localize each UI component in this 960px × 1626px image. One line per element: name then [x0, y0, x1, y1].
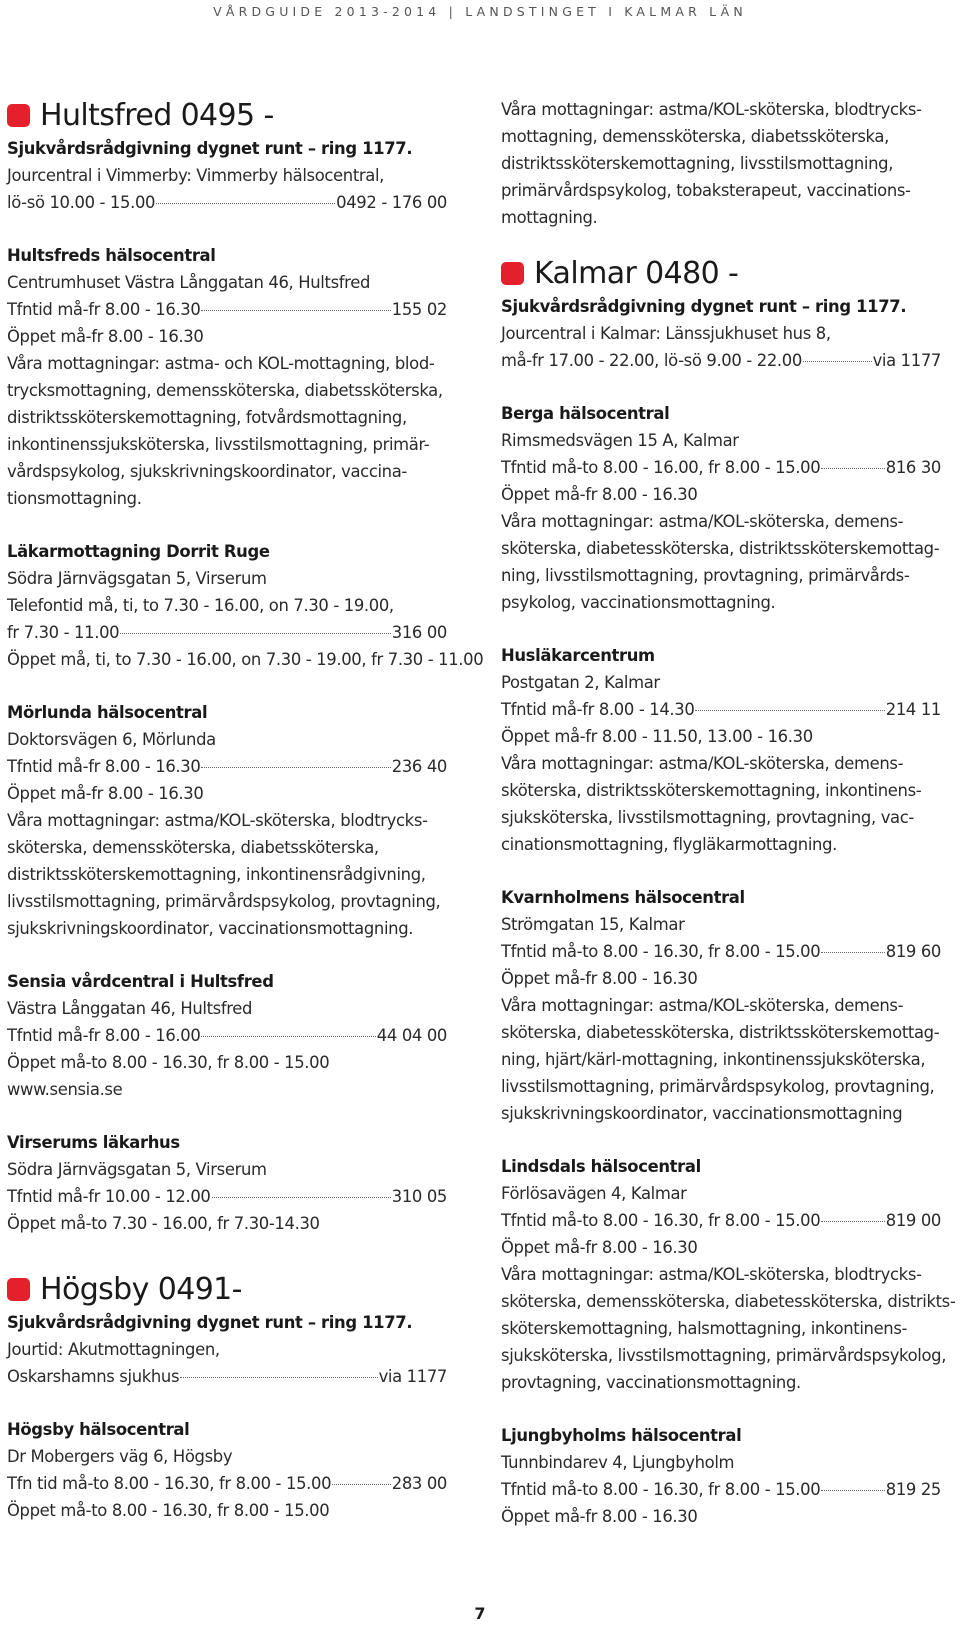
description-line: mottagning.: [501, 208, 598, 227]
phone-number: 236 40: [391, 757, 447, 776]
advice-line: Sjukvårdsrådgivning dygnet runt – ring 1177.: [501, 297, 907, 316]
description-line: sköterskemottagning, halsmottagning, inkontinens-: [501, 1319, 908, 1338]
clinic-address: Tunnbindarev 4, Ljungbyholm: [501, 1453, 735, 1472]
description-line: distriktssköterskemottagning, livsstilsmottagning,: [501, 154, 894, 173]
description-line: livsstilsmottagning, primärvårdspsykolog, provtagning,: [501, 1077, 935, 1096]
phone-number: 0492 - 176 00: [336, 193, 447, 212]
phone-label: Tfntid må-fr 8.00 - 16.30: [7, 757, 201, 776]
phone-label: Tfntid må-fr 8.00 - 16.30: [7, 300, 201, 319]
clinic-address: Västra Långgatan 46, Hultsfred: [7, 999, 253, 1018]
description-line: primärvårdspsykolog, tobaksterapeut, vaccinations-: [501, 181, 911, 200]
clinic-address: Södra Järnvägsgatan 5, Virserum: [7, 1160, 267, 1179]
description-line: Våra mottagningar: astma/KOL-sköterska, demens-: [501, 754, 904, 773]
dot-leader: [156, 203, 335, 204]
phone-row: [501, 347, 941, 374]
clinic-address: Postgatan 2, Kalmar: [501, 673, 660, 692]
description-line: ning, livsstilsmottagning, provtagning, primärvårds-: [501, 566, 910, 585]
description-line: provtagning, vaccinationsmottagning.: [501, 1373, 801, 1392]
opening-hours: Öppet må-fr 8.00 - 16.30: [7, 784, 204, 803]
red-square-icon: [7, 104, 30, 127]
clinic-name: Ljungbyholms hälsocentral: [501, 1426, 742, 1445]
description-line: sjukskrivningskoordinator, vaccinationsmottagning: [501, 1104, 903, 1123]
phone-label: fr 7.30 - 11.00: [7, 623, 120, 642]
description-line: distriktssköterskemottagning, inkontinensrådgivning,: [7, 865, 426, 884]
description-line: distriktssköterskemottagning, fotvårdsmottagning,: [7, 408, 407, 427]
clinic-address: Dr Mobergers väg 6, Högsby: [7, 1447, 233, 1466]
description-line: Våra mottagningar: astma- och KOL-mottagning, blod-: [7, 354, 435, 373]
red-square-icon: [7, 1278, 30, 1301]
phone-number: via 1177: [378, 1367, 447, 1386]
region-heading-hultsfred: [7, 95, 447, 135]
text-line: Telefontid må, ti, to 7.30 - 16.00, on 7.30 - 19.00,: [7, 596, 394, 615]
description-line: sköterska, diabetessköterska, distriktssköterskemottag-: [501, 1023, 940, 1042]
phone-row: [501, 1207, 941, 1234]
phone-row: [7, 1022, 447, 1049]
clinic-name: Kvarnholmens hälsocentral: [501, 888, 745, 907]
phone-number: 816 30: [885, 458, 941, 477]
clinic-address: Strömgatan 15, Kalmar: [501, 915, 685, 934]
clinic-name: Mörlunda hälsocentral: [7, 703, 208, 722]
phone-number: 310 05: [391, 1187, 447, 1206]
description-line: trycksmottagning, demenssköterska, diabetssköterska,: [7, 381, 443, 400]
dot-leader: [201, 310, 390, 311]
description-line: sköterska, distriktssköterskemottagning, inkontinens-: [501, 781, 922, 800]
clinic-name: Berga hälsocentral: [501, 404, 670, 423]
red-square-icon: [501, 262, 524, 285]
phone-row: [501, 696, 941, 723]
phone-label: Tfntid må-to 8.00 - 16.30, fr 8.00 - 15.00: [501, 1480, 821, 1499]
description-line: ning, hjärt/kärl-mottagning, inkontinenssjuksköterska,: [501, 1050, 926, 1069]
description-line: sjuksköterska, livsstilsmottagning, primärvårdspsykolog,: [501, 1346, 947, 1365]
text-line: Jourcentral i Vimmerby: Vimmerby hälsocentral,: [7, 166, 385, 185]
region-title: Högsby 0491-: [40, 1271, 242, 1307]
dot-leader: [120, 633, 391, 634]
clinic-name: Virserums läkarhus: [7, 1133, 180, 1152]
opening-hours: Öppet må-fr 8.00 - 16.30: [501, 1238, 698, 1257]
description-line: tionsmottagning.: [7, 489, 142, 508]
clinic-address: Centrumhuset Västra Långgatan 46, Hultsfred: [7, 273, 370, 292]
advice-line: Sjukvårdsrådgivning dygnet runt – ring 1177.: [7, 139, 413, 158]
dot-leader: [201, 1036, 375, 1037]
phone-number: 819 00: [885, 1211, 941, 1230]
clinic-name: Husläkarcentrum: [501, 646, 655, 665]
opening-hours: Öppet må-fr 8.00 - 16.30: [7, 327, 204, 346]
clinic-address: Förlösavägen 4, Kalmar: [501, 1184, 687, 1203]
phone-row: [7, 753, 447, 780]
phone-number: via 1177: [872, 351, 941, 370]
description-line: sköterska, demenssköterska, diabetessköterska, distrikts-: [501, 1292, 956, 1311]
description-line: mottagning, demenssköterska, diabetssköterska,: [501, 127, 889, 146]
page-number: 7: [474, 1604, 486, 1623]
phone-label: Tfntid må-to 8.00 - 16.30, fr 8.00 - 15.00: [501, 942, 821, 961]
clinic-address: Södra Järnvägsgatan 5, Virserum: [7, 569, 267, 588]
description-line: cinationsmottagning, flygläkarmottagning.: [501, 835, 837, 854]
phone-number: 819 25: [885, 1480, 941, 1499]
opening-hours: Öppet må-to 7.30 - 16.00, fr 7.30-14.30: [7, 1214, 320, 1233]
phone-label: Tfntid må-fr 8.00 - 16.00: [7, 1026, 201, 1045]
advice-line: Sjukvårdsrådgivning dygnet runt – ring 1177.: [7, 1313, 413, 1332]
phone-number: 155 02: [391, 300, 447, 319]
description-line: livsstilsmottagning, primärvårdspsykolog, provtagning,: [7, 892, 441, 911]
phone-row: [501, 938, 941, 965]
description-line: Våra mottagningar: astma/KOL-sköterska, blodtrycks-: [7, 811, 428, 830]
dot-leader: [821, 468, 884, 469]
dot-leader: [332, 1484, 391, 1485]
left-column: [7, 95, 484, 1524]
dot-leader: [821, 1221, 884, 1222]
phone-label: må-fr 17.00 - 22.00, lö-sö 9.00 - 22.00: [501, 351, 802, 370]
region-title: Hultsfred 0495 -: [40, 97, 274, 133]
clinic-name: Högsby hälsocentral: [7, 1420, 190, 1439]
text-line: Jourcentral i Kalmar: Länssjukhuset hus 8,: [501, 324, 831, 343]
opening-hours: Öppet må-to 8.00 - 16.30, fr 8.00 - 15.00: [7, 1053, 330, 1072]
description-line: Våra mottagningar: astma/KOL-sköterska, demens-: [501, 996, 904, 1015]
dot-leader: [695, 710, 884, 711]
phone-row: [7, 1470, 447, 1497]
phone-row: [7, 619, 447, 646]
phone-row: [501, 1476, 941, 1503]
dot-leader: [180, 1377, 377, 1378]
phone-row: [7, 1363, 447, 1390]
opening-hours: Öppet må, ti, to 7.30 - 16.00, on 7.30 - 19.00, fr 7.30 - 11.00: [7, 650, 484, 669]
phone-label: Tfntid må-fr 8.00 - 14.30: [501, 700, 695, 719]
description-line: sköterska, demenssköterska, diabetssköterska,: [7, 838, 379, 857]
phone-label: Oskarshamns sjukhus: [7, 1367, 180, 1386]
region-title: Kalmar 0480 -: [534, 255, 739, 291]
opening-hours: Öppet må-fr 8.00 - 16.30: [501, 485, 698, 504]
website-link[interactable]: www.sensia.se: [7, 1080, 123, 1099]
region-heading-kalmar: [501, 253, 941, 293]
description-line: vårdspsykolog, sjukskrivningskoordinator, vaccina-: [7, 462, 407, 481]
clinic-name: Hultsfreds hälsocentral: [7, 246, 216, 265]
description-line: inkontinenssjuksköterska, livsstilsmottagning, primär-: [7, 435, 430, 454]
clinic-name: Lindsdals hälsocentral: [501, 1157, 701, 1176]
clinic-name: Läkarmottagning Dorrit Ruge: [7, 542, 270, 561]
description-line: psykolog, vaccinationsmottagning.: [501, 593, 776, 612]
opening-hours: Öppet må-fr 8.00 - 16.30: [501, 1507, 698, 1526]
dot-leader: [821, 1490, 884, 1491]
description-line: sjuksköterska, livsstilsmottagning, provtagning, vac-: [501, 808, 914, 827]
phone-row: [7, 296, 447, 323]
phone-number: 283 00: [391, 1474, 447, 1493]
phone-label: Tfn tid må-to 8.00 - 16.30, fr 8.00 - 15.00: [7, 1474, 332, 1493]
dot-leader: [201, 767, 390, 768]
phone-row: [7, 189, 447, 216]
phone-label: Tfntid må-to 8.00 - 16.00, fr 8.00 - 15.00: [501, 458, 821, 477]
description-line: Våra mottagningar: astma/KOL-sköterska, blodtrycks-: [501, 100, 922, 119]
description-line: sköterska, diabetessköterska, distriktssköterskemottag-: [501, 539, 940, 558]
opening-hours: Öppet må-to 8.00 - 16.30, fr 8.00 - 15.00: [7, 1501, 330, 1520]
description-line: Våra mottagningar: astma/KOL-sköterska, blodtrycks-: [501, 1265, 922, 1284]
phone-label: Tfntid må-to 8.00 - 16.30, fr 8.00 - 15.00: [501, 1211, 821, 1230]
phone-row: [7, 1183, 447, 1210]
region-heading-hogsby: [7, 1269, 447, 1309]
phone-number: 316 00: [391, 623, 447, 642]
dot-leader: [212, 1197, 391, 1198]
clinic-address: Doktorsvägen 6, Mörlunda: [7, 730, 216, 749]
phone-row: [501, 454, 941, 481]
phone-label: Tfntid må-fr 10.00 - 12.00: [7, 1187, 211, 1206]
opening-hours: Öppet må-fr 8.00 - 11.50, 13.00 - 16.30: [501, 727, 813, 746]
phone-label: lö-sö 10.00 - 15.00: [7, 193, 156, 212]
phone-number: 819 60: [885, 942, 941, 961]
phone-number: 44 04 00: [376, 1026, 447, 1045]
dot-leader: [803, 361, 872, 362]
clinic-name: Sensia vårdcentral i Hultsfred: [7, 972, 274, 991]
page-header: VÅRDGUIDE 2013-2014 | LANDSTINGET I KALMAR LÄN: [213, 4, 747, 19]
dot-leader: [821, 952, 884, 953]
text-line: Jourtid: Akutmottagningen,: [7, 1340, 220, 1359]
phone-number: 214 11: [885, 700, 941, 719]
right-column: [501, 96, 956, 1530]
clinic-address: Rimsmedsvägen 15 A, Kalmar: [501, 431, 739, 450]
description-line: Våra mottagningar: astma/KOL-sköterska, demens-: [501, 512, 904, 531]
description-line: sjukskrivningskoordinator, vaccinationsmottagning.: [7, 919, 414, 938]
opening-hours: Öppet må-fr 8.00 - 16.30: [501, 969, 698, 988]
